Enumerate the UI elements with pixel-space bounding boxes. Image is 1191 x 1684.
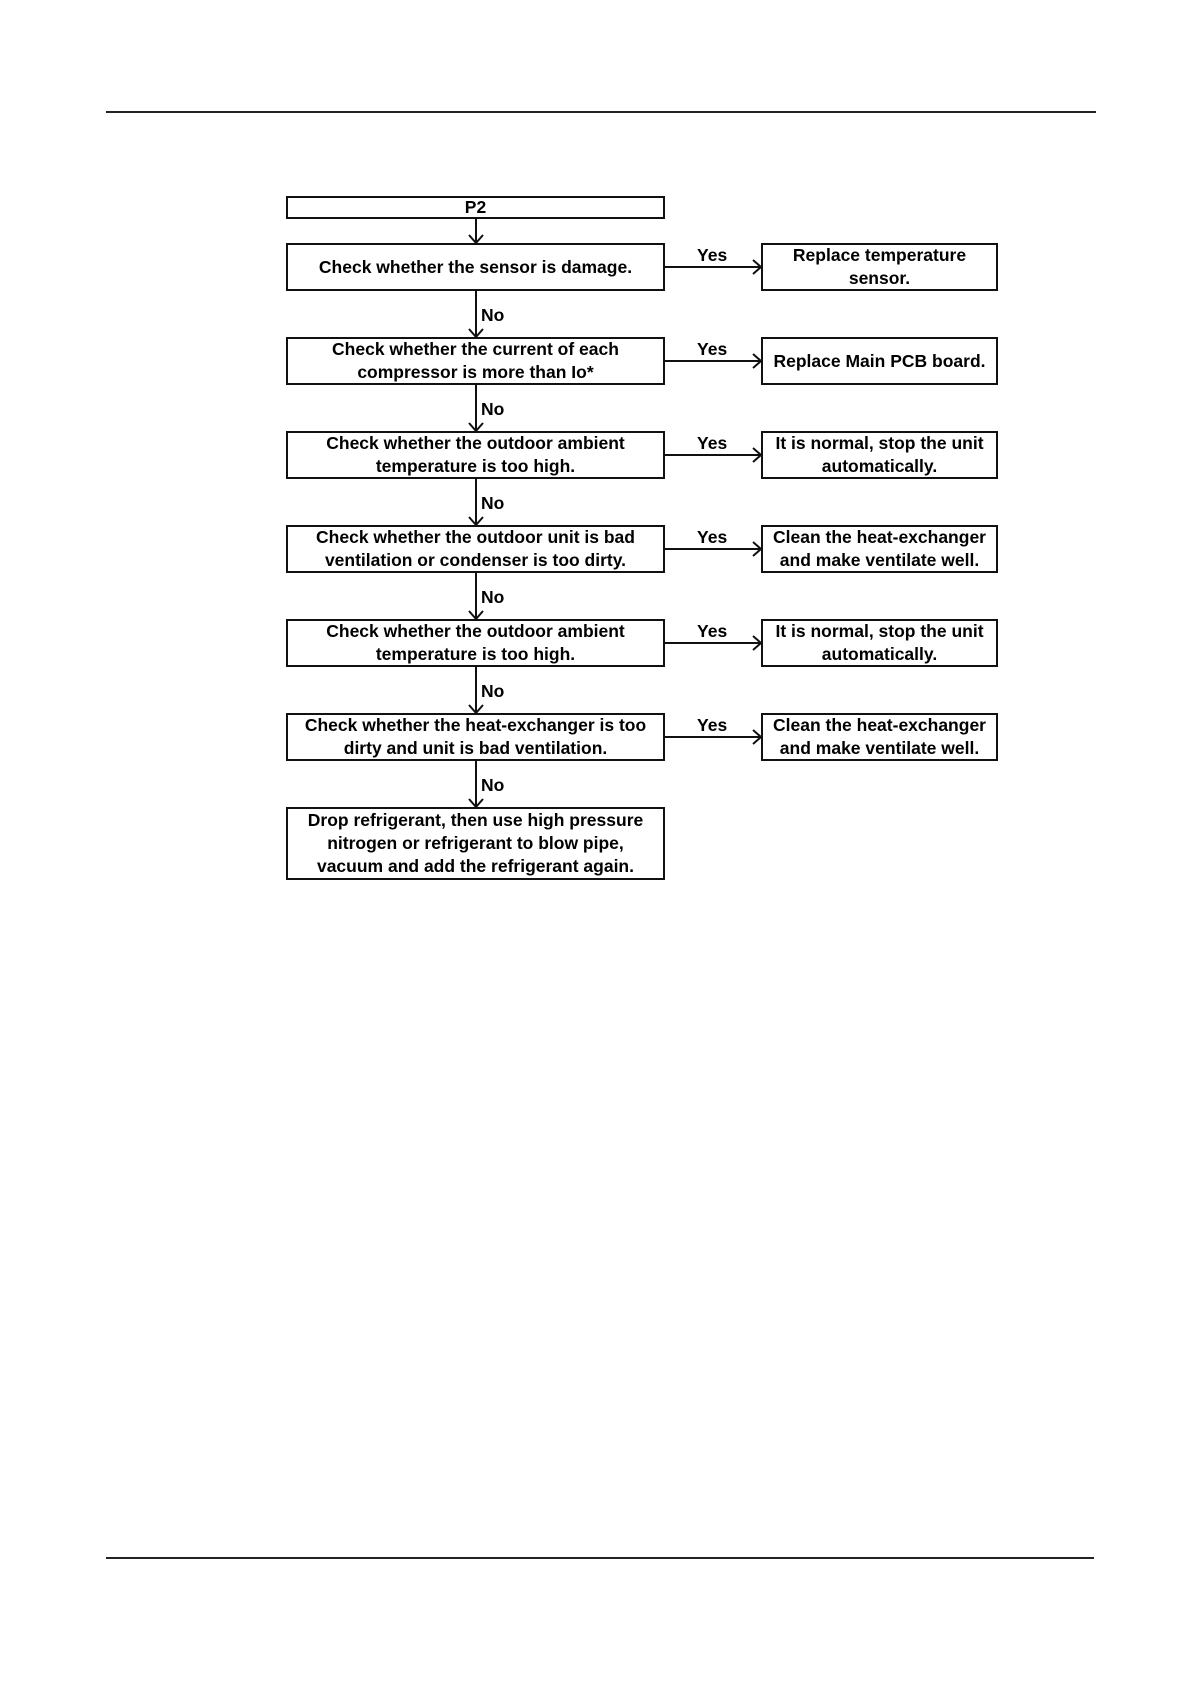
action-box-5: It is normal, stop the unit automatically. <box>761 619 998 667</box>
check-box-1: Check whether the sensor is damage. <box>286 243 665 291</box>
no-label-4: No <box>481 587 505 607</box>
no-label-1: No <box>481 305 505 325</box>
final-action-box: Drop refrigerant, then use high pressure nitrogen or refrigerant to blow pipe, vacuum and add the refrigerant again. <box>286 807 665 880</box>
check-box-3: Check whether the outdoor ambient temperature is too high. <box>286 431 665 479</box>
yes-label-2: Yes <box>697 339 728 359</box>
footer-rule <box>106 1557 1094 1559</box>
header-rule <box>106 111 1096 113</box>
yes-label-5: Yes <box>697 621 728 641</box>
yes-label-4: Yes <box>697 527 728 547</box>
action-box-6: Clean the heat-exchanger and make ventilate well. <box>761 713 998 761</box>
no-label-6: No <box>481 775 505 795</box>
no-label-2: No <box>481 399 505 419</box>
check-box-4: Check whether the outdoor unit is bad ventilation or condenser is too dirty. <box>286 525 665 573</box>
yes-label-3: Yes <box>697 433 728 453</box>
action-box-2: Replace Main PCB board. <box>761 337 998 385</box>
check-box-5: Check whether the outdoor ambient temperature is too high. <box>286 619 665 667</box>
action-box-3: It is normal, stop the unit automatically. <box>761 431 998 479</box>
action-box-4: Clean the heat-exchanger and make ventilate well. <box>761 525 998 573</box>
no-label-3: No <box>481 493 505 513</box>
check-box-6: Check whether the heat-exchanger is too dirty and unit is bad ventilation. <box>286 713 665 761</box>
action-box-1: Replace temperature sensor. <box>761 243 998 291</box>
yes-label-1: Yes <box>697 245 728 265</box>
start-box-p2: P2 <box>286 196 665 219</box>
no-label-5: No <box>481 681 505 701</box>
yes-label-6: Yes <box>697 715 728 735</box>
check-box-2: Check whether the current of each compressor is more than Io* <box>286 337 665 385</box>
